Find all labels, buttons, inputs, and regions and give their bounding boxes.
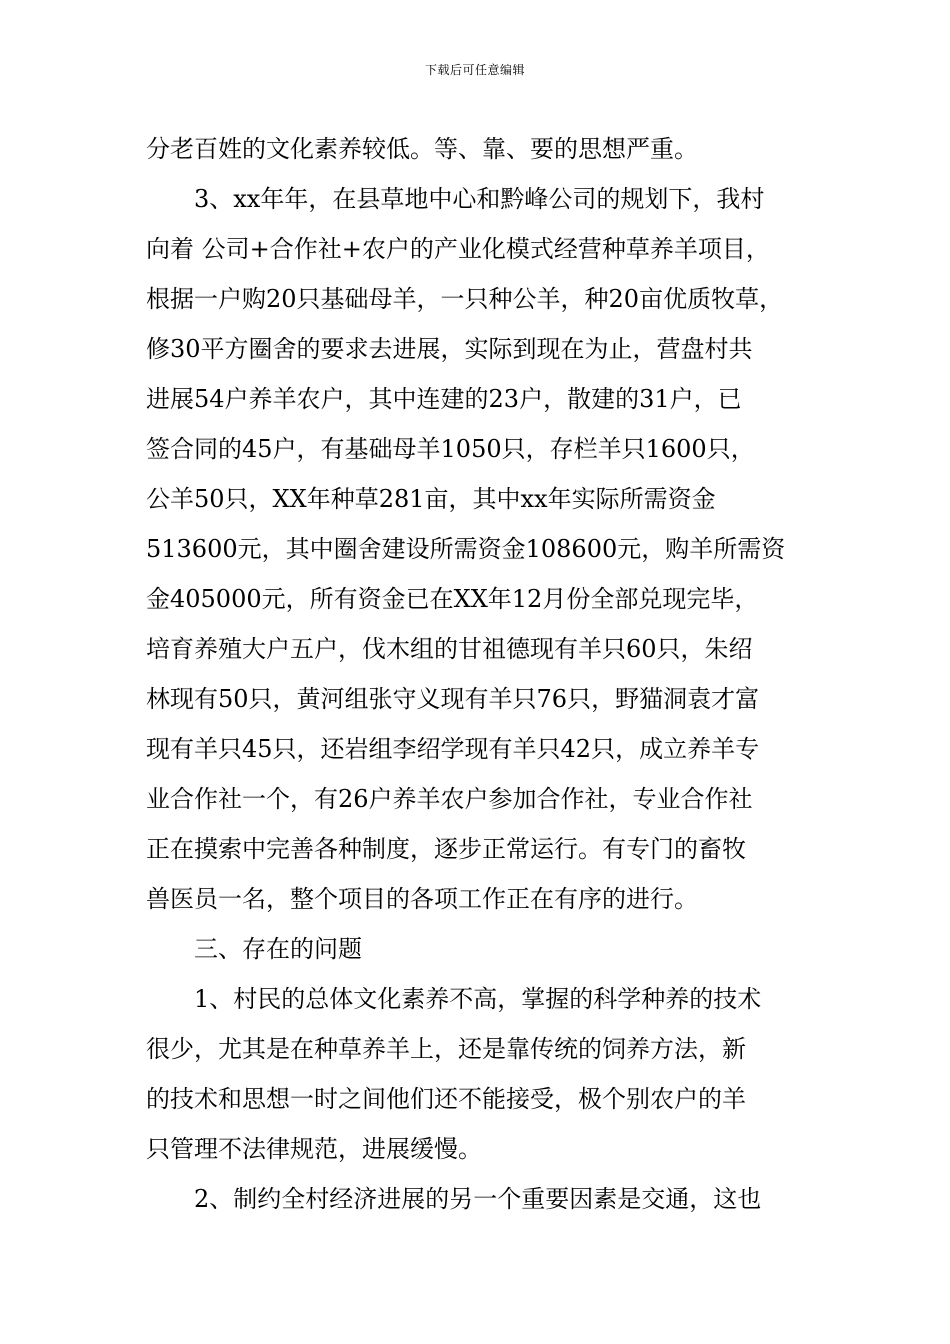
- section-heading: 三、存在的问题: [194, 935, 362, 963]
- paragraph-start-line: 2、制约全村经济进展的另一个重要因素是交通，这也: [194, 1185, 762, 1213]
- text-line: 分老百姓的文化素养较低。等、靠、要的思想严重。: [146, 135, 698, 163]
- text-line: 根据一户购20只基础母羊，一只种公羊，种20亩优质牧草，: [146, 285, 784, 313]
- text-line: 的技术和思想一时之间他们还不能接受，极个别农户的羊: [146, 1085, 746, 1113]
- text-line: 很少，尤其是在种草养羊上，还是靠传统的饲养方法，新: [146, 1035, 746, 1063]
- text-line: 只管理不法律规范，进展缓慢。: [146, 1135, 482, 1163]
- text-line: 现有羊只45只，还岩组李绍学现有羊只42只，成立养羊专: [146, 735, 760, 763]
- text-line: 修30平方圈舍的要求去进展，实际到现在为止，营盘村共: [146, 335, 753, 363]
- text-line: 公羊50只，XX年种草281亩，其中xx年实际所需资金: [146, 485, 716, 513]
- paragraph-start-line: 1、村民的总体文化素养不高，掌握的科学种养的技术: [194, 985, 762, 1013]
- text-line: 兽医员一名，整个项目的各项工作正在有序的进行。: [146, 885, 698, 913]
- text-line: 进展54户养羊农户，其中连建的23户，散建的31户，已: [146, 385, 742, 413]
- text-line: 培育养殖大户五户，伐木组的甘祖德现有羊只60只，朱绍: [146, 635, 753, 663]
- text-line: 513600元，其中圈舍建设所需资金108600元，购羊所需资: [146, 535, 786, 563]
- text-line: 向着 公司+合作社+农户的产业化模式经营种草养羊项目，: [146, 235, 770, 263]
- text-line: 正在摸索中完善各种制度，逐步正常运行。有专门的畜牧: [146, 835, 746, 863]
- text-line: 林现有50只，黄河组张守义现有羊只76只，野猫洞袁才富: [146, 685, 760, 713]
- document-body: [146, 124, 814, 1224]
- text-line: 金405000元，所有资金已在XX年12月份全部兑现完毕，: [146, 585, 759, 613]
- text-line: 签合同的45户，有基础母羊1050只，存栏羊只1600只，: [146, 435, 755, 463]
- text-line: 业合作社一个，有26户养羊农户参加合作社，专业合作社: [146, 785, 753, 813]
- page-header: 下载后可任意编辑: [424, 63, 525, 77]
- paragraph-start-line: 3、xx年年，在县草地中心和黔峰公司的规划下，我村: [194, 185, 765, 213]
